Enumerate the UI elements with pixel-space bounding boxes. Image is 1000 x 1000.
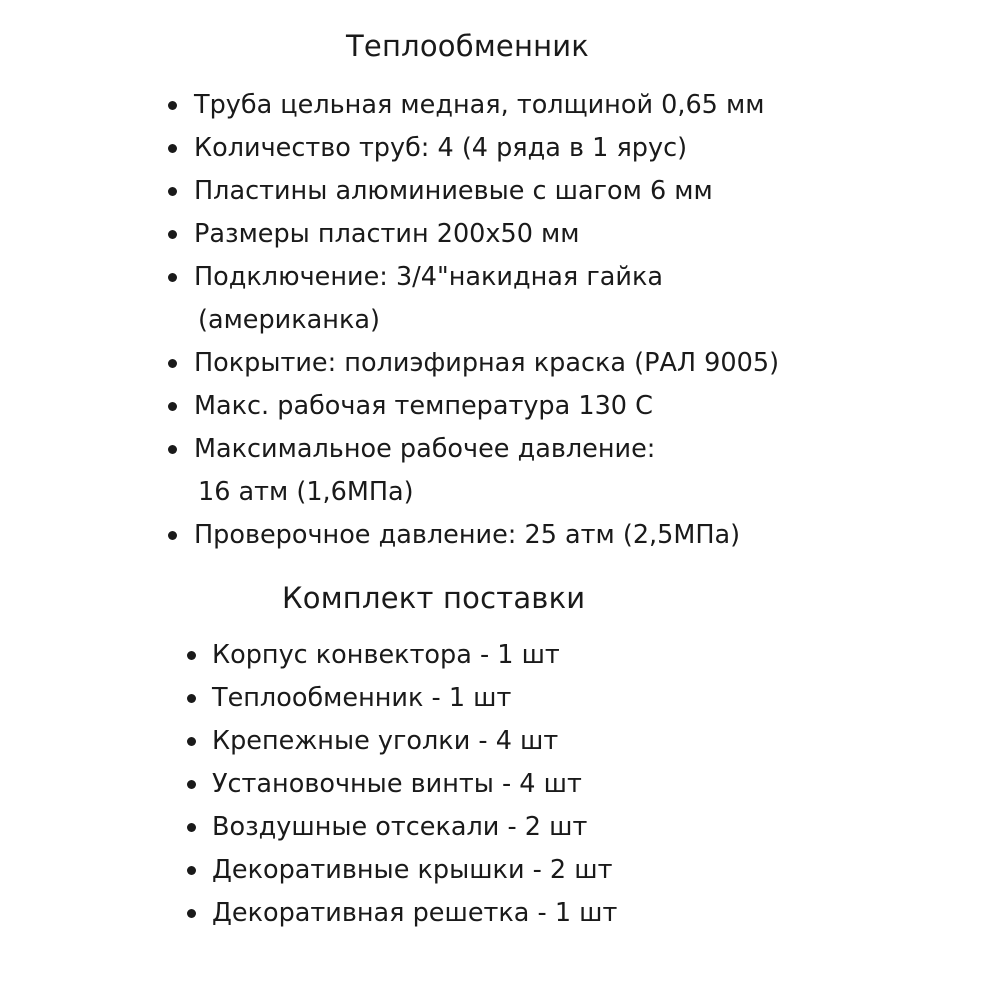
list-item — [194, 385, 779, 428]
list-item-text: Макс. рабочая температура 130 С — [194, 391, 653, 421]
list-item-text: Декоративная решетка - 1 шт — [212, 898, 618, 928]
list-item-text-continuation: 16 атм (1,6МПа) — [198, 477, 414, 507]
list-item-text: Размеры пластин 200х50 мм — [194, 219, 580, 249]
list-item-text: Корпус конвектора - 1 шт — [212, 640, 560, 670]
heat-exchanger-list — [194, 84, 779, 557]
list-item — [194, 213, 779, 256]
delivery-kit-list — [212, 634, 617, 935]
heat-exchanger-title: Теплообменник — [346, 29, 590, 63]
list-item-text: Воздушные отсекали - 2 шт — [212, 812, 588, 842]
list-item — [194, 127, 779, 170]
list-item-text: Труба цельная медная, толщиной 0,65 мм — [194, 90, 765, 120]
list-item — [212, 720, 617, 763]
list-item — [212, 634, 617, 677]
list-item — [194, 170, 779, 213]
list-item — [194, 514, 779, 557]
list-item-text: Проверочное давление: 25 атм (2,5МПа) — [194, 520, 741, 550]
list-item-text: Теплообменник - 1 шт — [212, 683, 512, 713]
delivery-kit-title: Комплект поставки — [282, 581, 586, 615]
list-item-text: Крепежные уголки - 4 шт — [212, 726, 559, 756]
list-item — [212, 677, 617, 720]
list-item — [212, 849, 617, 892]
list-item-text: Установочные винты - 4 шт — [212, 769, 582, 799]
list-item — [212, 763, 617, 806]
list-item-text: Максимальное рабочее давление: — [194, 434, 656, 464]
list-item-text: Подключение: 3/4"накидная гайка — [194, 262, 663, 292]
list-item — [194, 342, 779, 385]
list-item-text: Пластины алюминиевые с шагом 6 мм — [194, 176, 713, 206]
list-item-text-continuation: (американка) — [198, 305, 380, 335]
list-item — [212, 806, 617, 849]
list-item — [194, 84, 779, 127]
list-item-text: Декоративные крышки - 2 шт — [212, 855, 613, 885]
list-item — [212, 892, 617, 935]
list-item-text: Покрытие: полиэфирная краска (РАЛ 9005) — [194, 348, 780, 378]
list-item — [194, 428, 779, 514]
list-item-text: Количество труб: 4 (4 ряда в 1 ярус) — [194, 133, 688, 163]
list-item — [194, 256, 779, 342]
